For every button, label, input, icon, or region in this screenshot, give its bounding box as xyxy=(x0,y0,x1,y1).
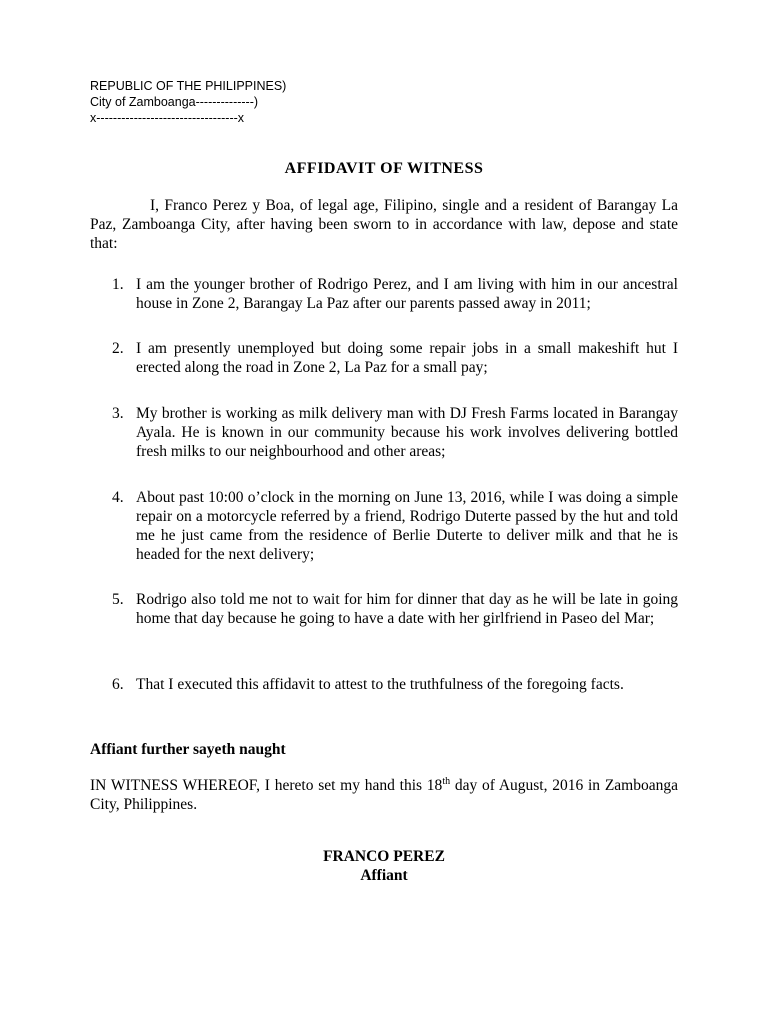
affiant-role: Affiant xyxy=(360,867,408,884)
item-text: My brother is working as milk delivery man with DJ Fresh Farms located in Barangay Ayala. He is known in our community because his work involves delivering bottled fresh milks to our neighbourhood and other areas; xyxy=(136,405,678,460)
intro-paragraph: I, Franco Perez y Boa, of legal age, Filipino, single and a resident of Barangay La Paz, Zamboanga City, after having been sworn to in accordance with law, depose and state that: xyxy=(90,197,678,252)
signature-block xyxy=(0,847,768,885)
list-item-4 xyxy=(90,488,678,564)
item-number: 2. xyxy=(112,340,124,357)
ordinal-suffix: th xyxy=(442,775,451,787)
case-caption xyxy=(90,78,286,126)
list-item-6 xyxy=(90,675,678,694)
witness-text-end: day of August, 2016 in Zamboanga City, Philippines. xyxy=(90,777,678,813)
caption-republic: REPUBLIC OF THE PHILIPPINES) xyxy=(90,79,287,93)
item-number: 1. xyxy=(112,276,124,293)
list-item-5 xyxy=(90,590,678,628)
item-number: 6. xyxy=(112,676,124,693)
document-title: AFFIDAVIT OF WITNESS xyxy=(284,160,484,177)
witness-text-start: IN WITNESS WHEREOF, I hereto set my hand this 18 xyxy=(90,777,443,794)
item-text: I am the younger brother of Rodrigo Perez, and I am living with him in our ancestral house in Zone 2, Barangay La Paz after our parents passed away in 2011; xyxy=(136,276,678,312)
list-item-3 xyxy=(90,404,678,461)
list-item-1 xyxy=(90,275,678,313)
caption-separator: x----------------------------------x xyxy=(90,111,245,125)
item-number: 4. xyxy=(112,489,124,506)
item-text: About past 10:00 o’clock in the morning on June 13, 2016, while I was doing a simple repair on a motorcycle referred by a friend, Rodrigo Duterte passed by the hut and told me he just came from the residence of Berlie Duterte to deliver milk and that he is headed for the next delivery; xyxy=(136,489,678,563)
closing-statement: Affiant further sayeth naught xyxy=(90,741,286,758)
item-number: 3. xyxy=(112,405,124,422)
item-text: That I executed this affidavit to attest to the truthfulness of the foregoing facts. xyxy=(136,676,624,693)
item-text: Rodrigo also told me not to wait for him for dinner that day as he will be late in going home that day because he going to have a date with her girlfriend in Paseo del Mar; xyxy=(136,591,678,627)
item-text: I am presently unemployed but doing some repair jobs in a small makeshift hut I erected along the road in Zone 2, La Paz for a small pay; xyxy=(136,340,678,376)
affiant-name: FRANCO PEREZ xyxy=(323,848,445,865)
item-number: 5. xyxy=(112,591,124,608)
witness-paragraph xyxy=(90,776,678,814)
list-item-2 xyxy=(90,339,678,377)
caption-city: City of Zamboanga--------------) xyxy=(90,95,259,109)
